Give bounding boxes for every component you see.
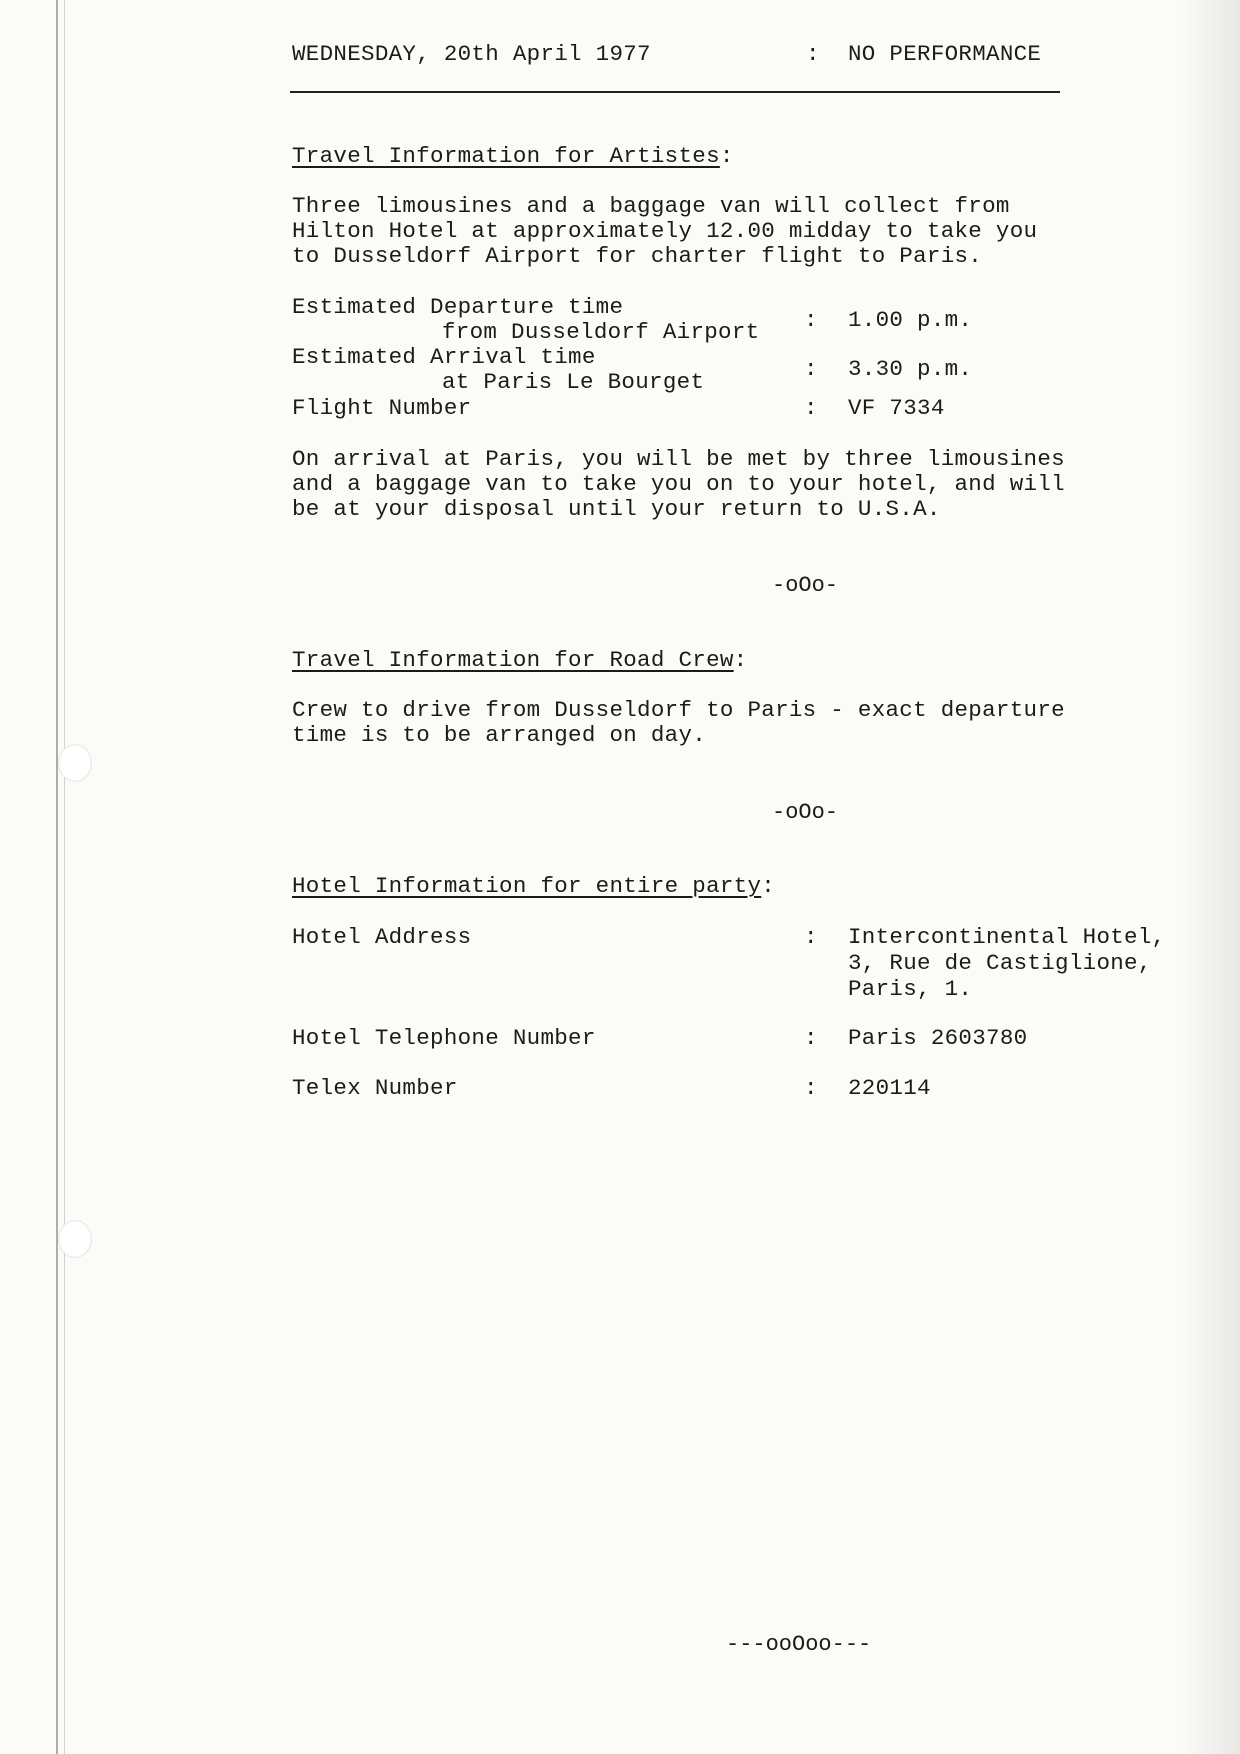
flight-colon: : [804,395,818,421]
header-date: WEDNESDAY, 20th April 1977 [292,41,651,67]
header-rule [290,91,1060,93]
arrival-label: Estimated Arrival time [292,344,596,370]
road-crew-heading [292,648,747,673]
telex-colon: : [804,1075,818,1101]
header-status: NO PERFORMANCE [848,41,1042,67]
departure-label: Estimated Departure time [292,294,624,320]
hotel-telephone-colon: : [804,1025,818,1051]
artistes-paragraph-line: Hilton Hotel at approximately 12.00 midday to take you [292,218,1038,244]
hotel-address-colon: : [804,924,818,950]
punch-hole-lower [58,1220,92,1258]
hotel-heading-text: Hotel Information for entire party [292,873,762,899]
arrival-paragraph-line: be at your disposal until your return to U.S.A. [292,496,941,522]
artistes-heading-text: Travel Information for Artistes [292,143,720,169]
arrival-colon: : [804,356,818,382]
departure-colon: : [804,307,818,333]
document-end-marker: ---ooOoo--- [726,1632,872,1657]
departure-value: 1.00 p.m. [848,307,973,333]
arrival-value: 3.30 p.m. [848,356,973,382]
page-left-edge [56,0,58,1754]
artistes-paragraph-line: to Dusseldorf Airport for charter flight to Paris. [292,243,983,269]
hotel-address-line: Paris, 1. [848,976,973,1002]
hotel-heading [292,874,775,899]
page-left-edge-inner [64,0,65,1754]
hotel-address-line: Intercontinental Hotel, [848,924,1166,950]
page-shadow [1180,0,1240,1754]
artistes-heading [292,144,734,169]
road-crew-paragraph-line: Crew to drive from Dusseldorf to Paris - exact departure [292,697,1065,723]
hotel-heading-colon: : [761,873,776,899]
hotel-telephone-label: Hotel Telephone Number [292,1025,596,1051]
arrival-paragraph-line: On arrival at Paris, you will be met by three limousines [292,446,1065,472]
artistes-heading-colon: : [719,143,734,169]
artistes-paragraph-line: Three limousines and a baggage van will collect from [292,193,1010,219]
road-crew-heading-text: Travel Information for Road Crew [292,647,734,673]
telex-value: 220114 [848,1075,931,1101]
departure-label-sub: from Dusseldorf Airport [442,319,760,345]
section-separator: -oOo- [772,573,839,598]
arrival-label-sub: at Paris Le Bourget [442,369,705,395]
hotel-telephone-value: Paris 2603780 [848,1025,1028,1051]
header-colon: : [806,41,820,67]
hotel-address-label: Hotel Address [292,924,472,950]
punch-hole-upper [58,744,92,782]
road-crew-paragraph-line: time is to be arranged on day. [292,722,707,748]
section-separator: -oOo- [772,800,839,825]
arrival-paragraph-line: and a baggage van to take you on to your hotel, and will [292,471,1065,497]
flight-label: Flight Number [292,395,472,421]
flight-value: VF 7334 [848,395,945,421]
road-crew-heading-colon: : [733,647,748,673]
telex-label: Telex Number [292,1075,458,1101]
hotel-address-line: 3, Rue de Castiglione, [848,950,1152,976]
